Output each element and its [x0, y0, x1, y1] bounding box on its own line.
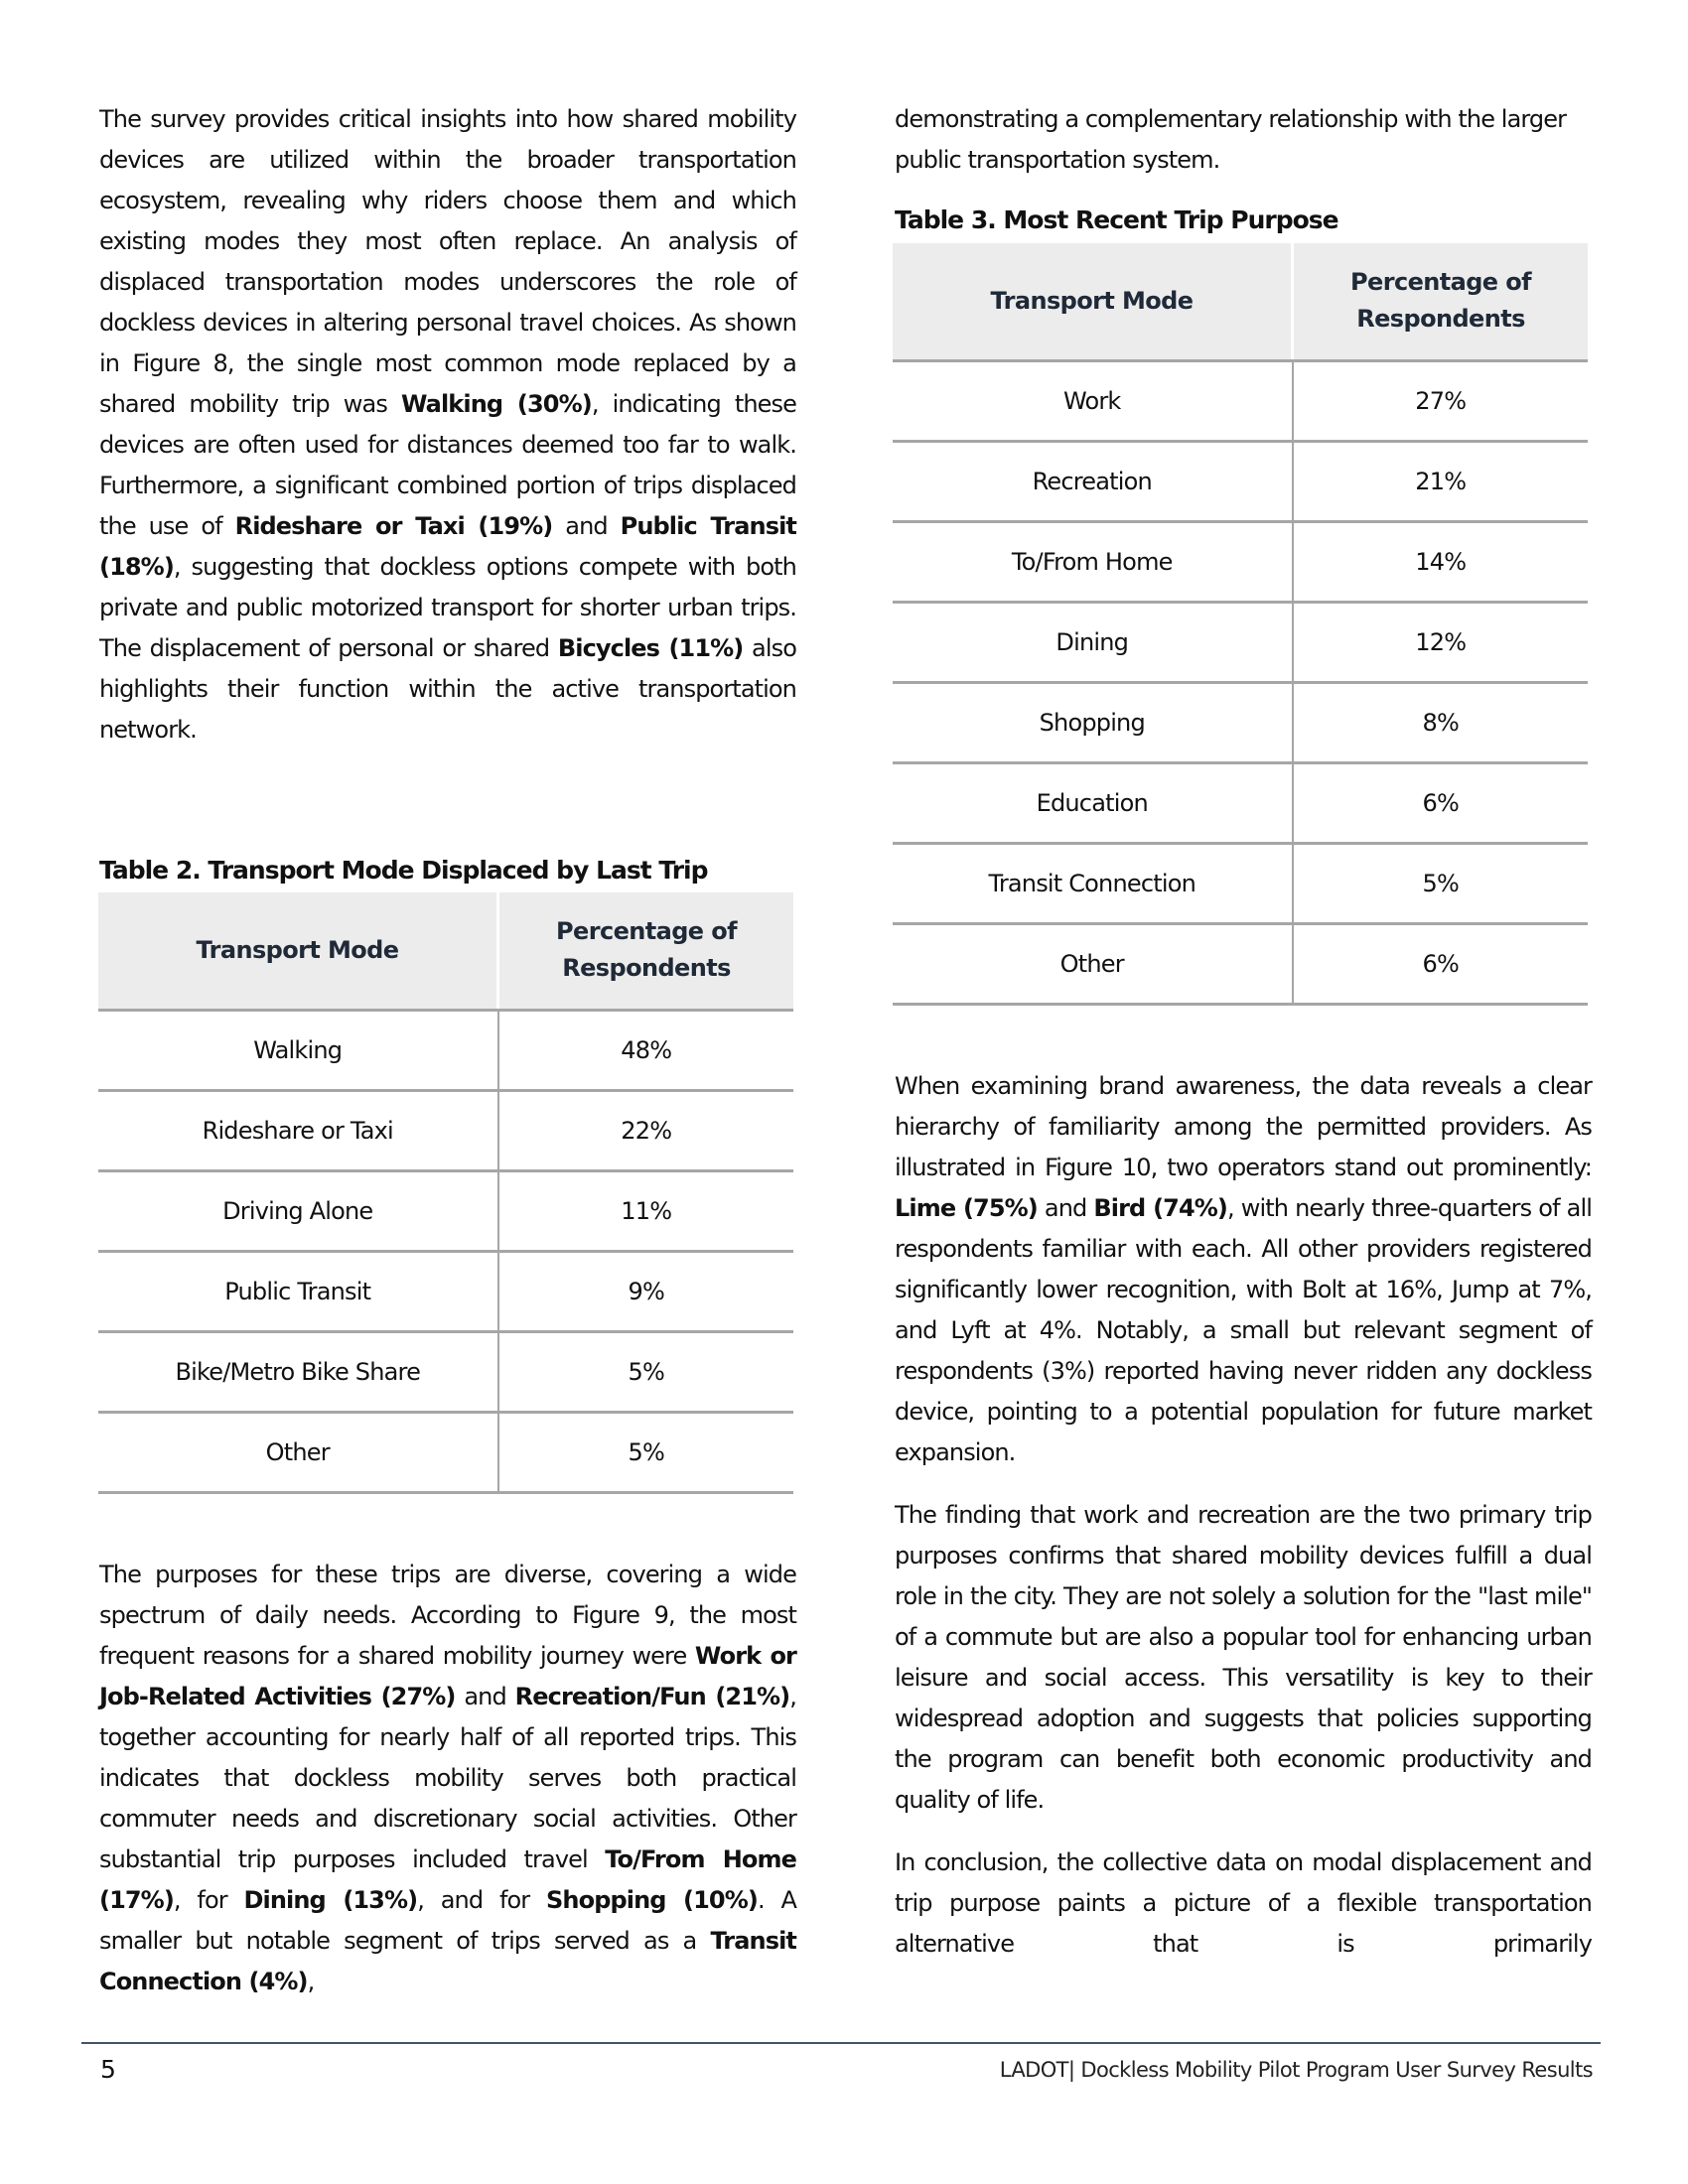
- left-column-lower: [99, 1555, 796, 2002]
- table3-purpose-cell: Other: [893, 923, 1293, 1004]
- bold-bird: Bird (74%): [1093, 1194, 1227, 1222]
- table3-percent-cell: 8%: [1293, 682, 1589, 762]
- paragraph-brand-awareness: [895, 1066, 1592, 1473]
- footer-document-title: LADOT| Dockless Mobility Pilot Program User Survey Results: [999, 2058, 1593, 2082]
- left-column: [99, 99, 796, 751]
- text-run: . A smaller but notable segment of trips served as a: [99, 1886, 796, 1955]
- bold-to-from-home: To/From Home (17%): [99, 1845, 796, 1914]
- text-run: and: [455, 1683, 515, 1710]
- right-column-lower: [895, 1066, 1592, 1965]
- table-row: [98, 1331, 793, 1412]
- table3-caption: Table 3. Most Recent Trip Purpose: [895, 205, 1338, 234]
- table2-mode-cell: Rideshare or Taxi: [98, 1090, 498, 1170]
- table2-header-percentage: Percentage of Respondents: [498, 892, 794, 1010]
- table2-percent-cell: 5%: [498, 1331, 794, 1412]
- text-run: , suggesting that dockless options compete with both private and public motorized transport for shorter urban trips. The displacement of personal or shared: [99, 553, 796, 662]
- table-row: [98, 1412, 793, 1492]
- bold-lime: Lime (75%): [895, 1194, 1038, 1222]
- table3-percent-cell: 27%: [1293, 360, 1589, 441]
- text-run: and: [552, 512, 621, 540]
- text-run: , indicating these devices are often used for distances deemed too far to walk. Furthermore, a significant combined portion of trips displaced the use of: [99, 390, 796, 540]
- table2-caption: Table 2. Transport Mode Displaced by Last Trip: [99, 856, 708, 885]
- bold-recreation: Recreation/Fun (21%): [514, 1683, 790, 1710]
- table2-mode-cell: Other: [98, 1412, 498, 1492]
- footer-divider: [81, 2042, 1601, 2044]
- bold-dining: Dining (13%): [243, 1886, 418, 1914]
- table2-percent-cell: 48%: [498, 1010, 794, 1090]
- bold-transit-connection: Transit Connection (4%): [99, 1927, 796, 1995]
- paragraph-conclusion: In conclusion, the collective data on modal displacement and trip purpose paints a picture of a flexible transportation alternative that is primarily: [895, 1848, 1592, 1958]
- table3-trip-purpose: [893, 243, 1588, 1006]
- table-row: [893, 602, 1588, 682]
- table3-header-percentage: Percentage of Respondents: [1293, 243, 1589, 360]
- text-run: , with nearly three-quarters of all respondents familiar with each. All other providers registered significantly lower recognition, with Bolt at 16%, Jump at 7%, and Lyft at 4%. Notably, a small but relevant segment of respondents (3%) reported having never ridden any dockless device, pointing to a potential population for future market expansion.: [895, 1194, 1592, 1466]
- table2-mode-cell: Bike/Metro Bike Share: [98, 1331, 498, 1412]
- table3-header-mode: Transport Mode: [893, 243, 1293, 360]
- text-run: The survey provides critical insights into how shared mobility devices are utilized within the broader transportation ecosystem, revealing why riders choose them and which existing modes they most often replace. An analysis of displaced transportation modes underscores the role of dockless devices in altering personal travel choices. As shown in Figure 8, the single most common mode replaced by a shared mobility trip was: [99, 105, 796, 418]
- text-run: When examining brand awareness, the data reveals a clear hierarchy of familiarity among the permitted providers. As illustrated in Figure 10, two operators stand out prominently:: [895, 1072, 1592, 1181]
- text-run: , for: [173, 1886, 244, 1914]
- table3-purpose-cell: Work: [893, 360, 1293, 441]
- table3-purpose-cell: Transit Connection: [893, 843, 1293, 923]
- table2-percent-cell: 5%: [498, 1412, 794, 1492]
- text-run: ,: [307, 1968, 315, 1995]
- table3-purpose-cell: Education: [893, 762, 1293, 843]
- table-row: [893, 360, 1588, 441]
- paragraph-dual-role: The finding that work and recreation are the two primary trip purposes confirms that shared mobility devices fulfill a dual role in the city. They are not solely a solution for the "last mile" of a commute but are also a popular tool for enhancing urban leisure and social access. This versatility is key to their widespread adoption and suggests that policies supporting the program can benefit both economic productivity and quality of life.: [895, 1501, 1592, 1814]
- table-row: [893, 923, 1588, 1004]
- table2-transport-mode-displaced: [98, 892, 793, 1494]
- table3-percent-cell: 5%: [1293, 843, 1589, 923]
- table-row: [98, 1090, 793, 1170]
- bold-work: Work or Job-Related Activities (27%): [99, 1642, 796, 1710]
- table2-header-mode: Transport Mode: [98, 892, 498, 1010]
- table3-percent-cell: 14%: [1293, 521, 1589, 602]
- bold-rideshare: Rideshare or Taxi (19%): [234, 512, 553, 540]
- table-row: [98, 1251, 793, 1331]
- table3-purpose-cell: Recreation: [893, 441, 1293, 521]
- table-row: [98, 1010, 793, 1090]
- page-number: 5: [100, 2055, 116, 2084]
- table3-percent-cell: 6%: [1293, 762, 1589, 843]
- table2-mode-cell: Walking: [98, 1010, 498, 1090]
- table2-mode-cell: Public Transit: [98, 1251, 498, 1331]
- table-row: [893, 762, 1588, 843]
- table2-percent-cell: 9%: [498, 1251, 794, 1331]
- text-run: , and for: [417, 1886, 547, 1914]
- table3-purpose-cell: Shopping: [893, 682, 1293, 762]
- bold-public-transit: Public Transit (18%): [99, 512, 796, 581]
- text-run: , together accounting for nearly half of all reported trips. This indicates that dockless mobility serves both practical commuter needs and discretionary social activities. Other substantial trip purposes included travel: [99, 1683, 796, 1873]
- right-column-top: [895, 99, 1592, 181]
- bold-bicycles: Bicycles (11%): [557, 634, 744, 662]
- text-run: also highlights their function within the active transportation network.: [99, 634, 797, 744]
- table3-percent-cell: 21%: [1293, 441, 1589, 521]
- text-run: The purposes for these trips are diverse, covering a wide spectrum of daily needs. According to Figure 9, the most frequent reasons for a shared mobility journey were: [99, 1561, 796, 1670]
- paragraph-trip-purposes: [99, 1555, 796, 2002]
- bold-shopping: Shopping (10%): [546, 1886, 758, 1914]
- table-row: [893, 521, 1588, 602]
- table-row: [893, 441, 1588, 521]
- table-row: [98, 1170, 793, 1251]
- table2-percent-cell: 22%: [498, 1090, 794, 1170]
- table3-purpose-cell: To/From Home: [893, 521, 1293, 602]
- table3-purpose-cell: Dining: [893, 602, 1293, 682]
- table-row: [893, 682, 1588, 762]
- table-row: [893, 843, 1588, 923]
- bold-walking: Walking (30%): [400, 390, 592, 418]
- table2-percent-cell: 11%: [498, 1170, 794, 1251]
- table2-mode-cell: Driving Alone: [98, 1170, 498, 1251]
- table3-percent-cell: 6%: [1293, 923, 1589, 1004]
- table3-percent-cell: 12%: [1293, 602, 1589, 682]
- paragraph-continuation: demonstrating a complementary relationship with the larger public transportation system.: [895, 105, 1567, 174]
- text-run: and: [1037, 1194, 1094, 1222]
- paragraph-mode-displacement: [99, 99, 796, 751]
